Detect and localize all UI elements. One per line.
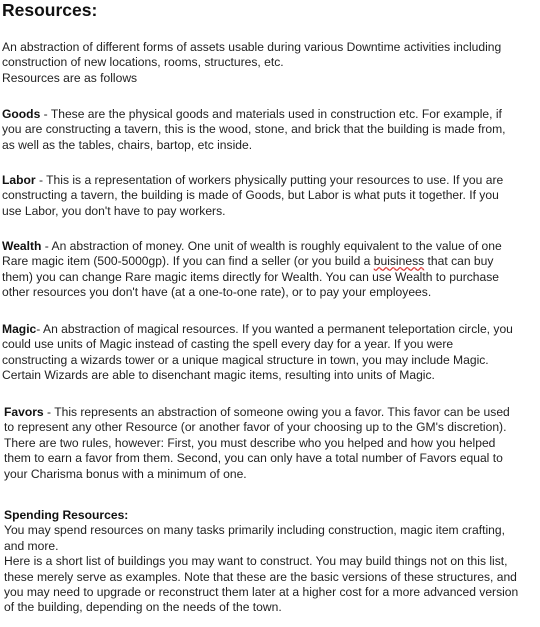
text-line: [4, 405, 536, 420]
text-line: [2, 173, 534, 188]
text-line: [2, 239, 534, 254]
text-line: Here is a short list of buildings you may want to construct. You may build things not on this list,: [4, 554, 508, 569]
favors-term: Favors: [4, 405, 44, 419]
text-line: and more.: [4, 538, 59, 553]
text-line: [2, 107, 534, 122]
text-line: An abstraction of different forms of assets usable during various Downtime activities including: [2, 40, 502, 54]
text-line: Resources are as follows: [2, 70, 138, 85]
labor-first-line: - This is a representation of workers physically putting your resources to use. If you are: [35, 173, 504, 187]
text-line: Certain Wizards are able to disenchant magic items, resulting into units of Magic.: [2, 368, 435, 383]
text-line: [2, 322, 534, 337]
wealth-first-line: - An abstraction of money. One unit of wealth is roughly equivalent to the value of one: [41, 239, 502, 253]
text-line: There are two rules, however: First, you must describe who you helped and how you helped: [4, 435, 496, 450]
wealth-line2-a: Rare magic item (500-5000gp). If you can find a seller (or you build a: [2, 254, 374, 269]
spending-heading: Spending Resources:: [4, 508, 129, 522]
magic-first-line: - An abstraction of magical resources. If you wanted a permanent teleportation circle, you: [36, 322, 513, 336]
text-line: could use units of Magic instead of casting the spell every day for a year. If you were: [2, 337, 454, 352]
text-line: you are constructing a tavern, this is the wood, stone, and brick that the building is made from,: [2, 122, 506, 137]
text-line: You may spend resources on many tasks primarily including construction, magic item crafting,: [4, 523, 505, 538]
page-title: Resources:: [2, 0, 98, 20]
text-line: constructing a tavern, the building is made of Goods, but Labor is what puts it together. If you: [2, 188, 499, 203]
text-line: as well as the tables, chairs, bartop, etc inside.: [2, 137, 253, 152]
text-line: of the building, depending on the needs of the town.: [4, 600, 282, 615]
magic-paragraph: [2, 322, 534, 384]
text-line: them to earn a favor from them. Second, you can only have a total number of Favors equal to: [4, 451, 503, 466]
favors-first-line: - This represents an abstraction of someone owing you a favor. This favor can be used: [43, 405, 510, 419]
misspelled-word[interactable]: buisiness: [373, 254, 425, 269]
labor-paragraph: [2, 173, 534, 219]
text-line: your Charisma bonus with a minimum of one.: [4, 466, 247, 481]
goods-paragraph: [2, 107, 534, 153]
labor-term: Labor: [2, 173, 36, 187]
text-line: [4, 508, 536, 523]
text-line: you may need to upgrade or reconstruct them later at a higher cost for a more advanced version: [4, 585, 519, 600]
text-line: them) you can change Rare magic items directly for Wealth. You can use Wealth to purchase: [2, 269, 500, 284]
text-line: construction of new locations, rooms, structures, etc.: [2, 55, 284, 70]
wealth-line2-b: that can buy: [424, 254, 494, 269]
intro-paragraph: [2, 40, 534, 86]
magic-term: Magic: [2, 322, 37, 336]
text-line: constructing a wizards tower or a unique magical structure in town, you may include Magic.: [2, 352, 489, 367]
goods-first-line: - These are the physical goods and materials used in construction etc. For example, if: [40, 107, 502, 121]
text-line: these merely serve as examples. Note that these are the basic versions of these structures, and: [4, 569, 517, 584]
spending-section: [4, 508, 536, 616]
wealth-paragraph: [2, 239, 534, 301]
favors-paragraph: [4, 405, 536, 482]
wealth-term: Wealth: [2, 239, 42, 253]
text-line: other resources you don't have (at a one-to-one rate), or to pay your employees.: [2, 285, 432, 300]
text-line: use Labor, you don't have to pay workers.: [2, 203, 226, 218]
text-line: to represent any other Resource (or another favor of your choosing up to the GM's discretion).: [4, 420, 507, 435]
goods-term: Goods: [2, 107, 41, 121]
text-line: [2, 254, 534, 269]
